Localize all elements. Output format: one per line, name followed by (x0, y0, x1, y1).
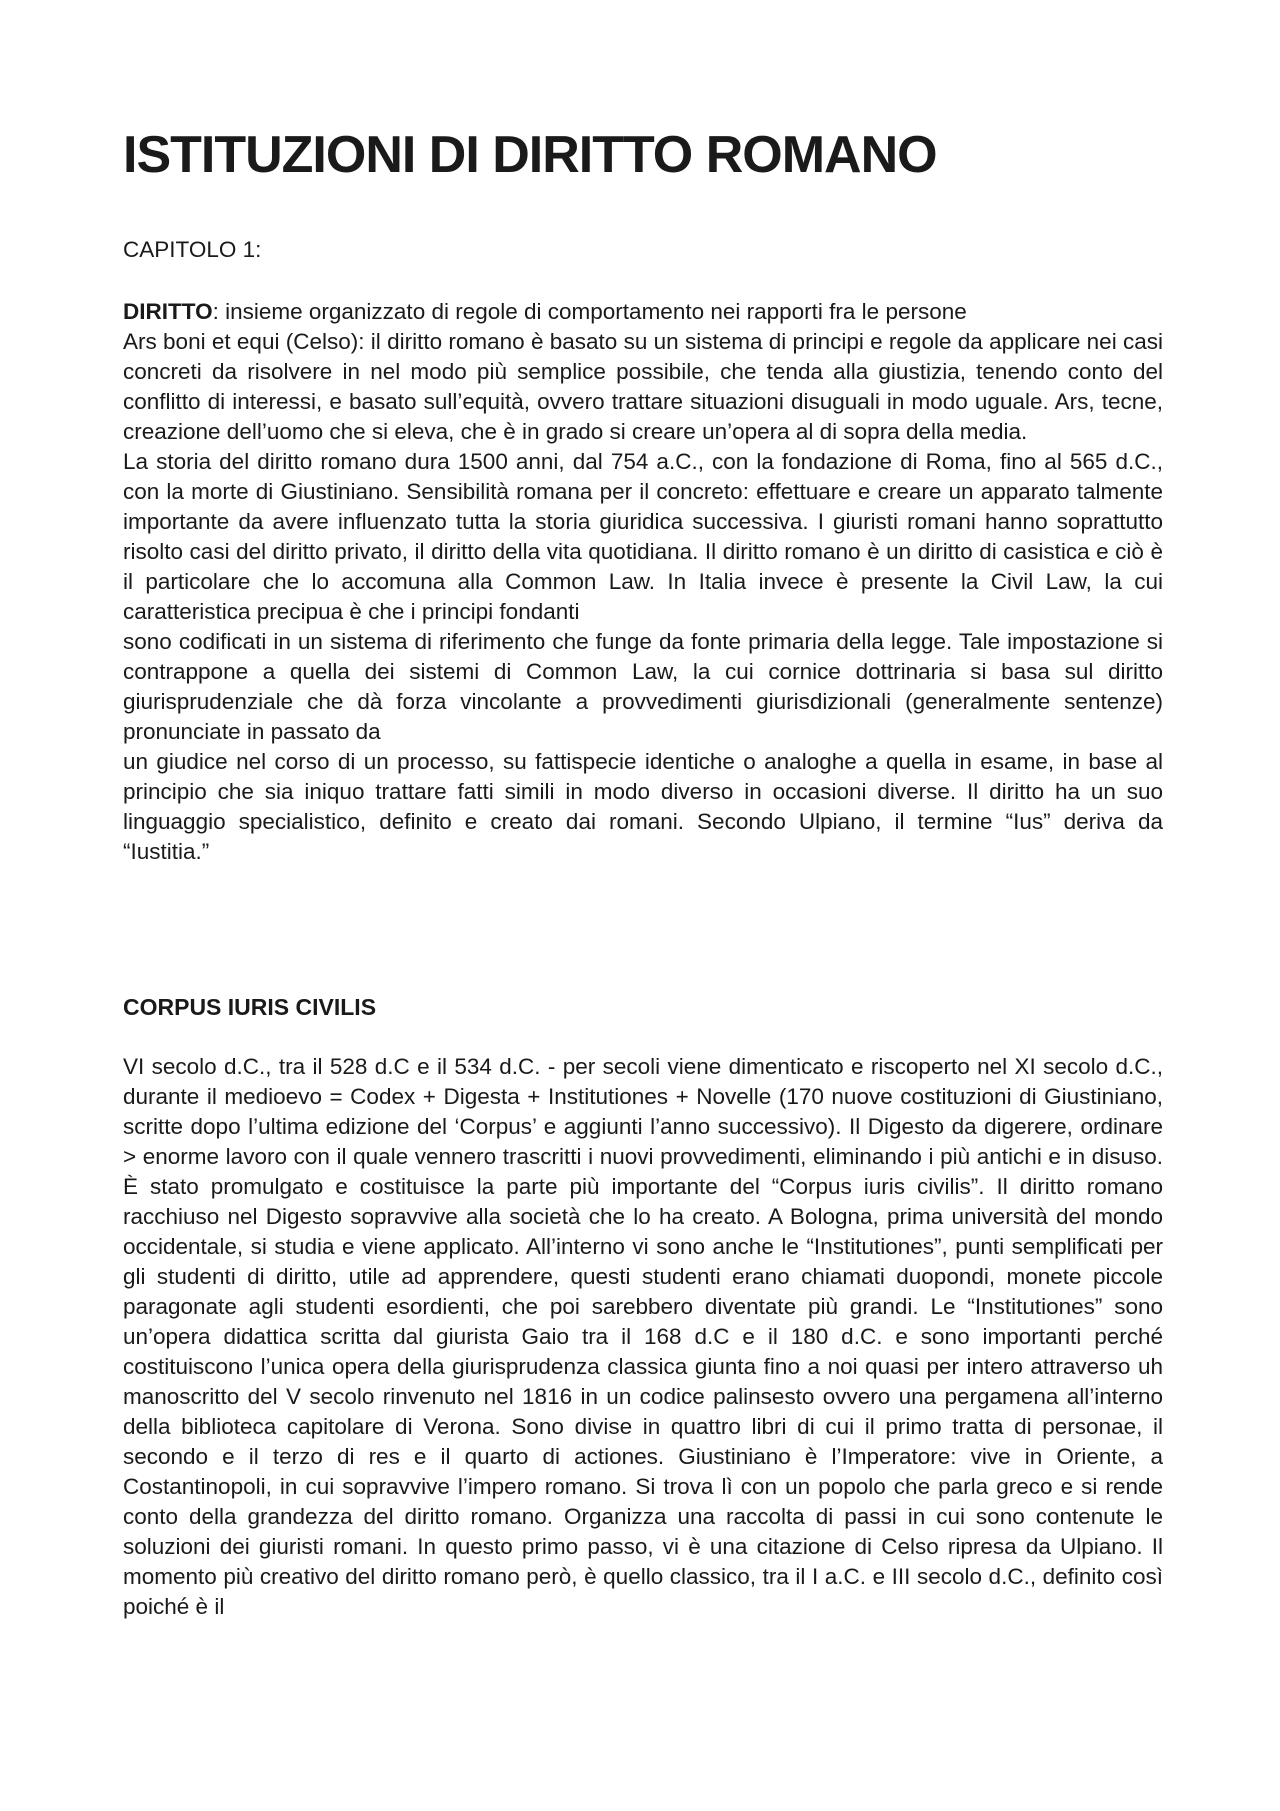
definition-text: : insieme organizzato di regole di comportamento nei rapporti fra le persone (212, 299, 967, 324)
paragraph-history: La storia del diritto romano dura 1500 anni, dal 754 a.C., con la fondazione di Roma, fino al 565 d.C., con la morte di Giustiniano. Sensibilità romana per il concreto: effettuare e creare un apparato talmente importante da avere influenzato tutta la storia giuridica successiva. I giuristi romani hanno soprattutto risolto casi del diritto privato, il diritto della vita quotidiana. Il diritto romano è un diritto di casistica e ciò è il particolare che lo accomuna alla Common Law. In Italia invece è presente la Civil Law, la cui caratteristica precipua è che i principi fondanti (123, 449, 1163, 624)
intro-section (123, 297, 1163, 867)
chapter-label: CAPITOLO 1: (123, 237, 262, 262)
paragraph-ars: Ars boni et equi (Celso): il diritto romano è basato su un sistema di principi e regole da applicare nei casi concreti da risolvere in nel modo più semplice possibile, che tenda alla giustizia, tenendo conto del conflitto di interessi, e basato sull’equità, ovvero trattare situazioni disuguali in modo uguale. Ars, tecne, creazione dell’uomo che si eleva, che è in grado si creare un’opera al di sopra della media. (123, 329, 1163, 444)
corpus-section (123, 1052, 1163, 1622)
document-title: ISTITUZIONI DI DIRITTO ROMANO (123, 126, 937, 184)
definition-term: DIRITTO (123, 299, 213, 324)
paragraph-civil-law: sono codificati in un sistema di riferimento che funge da fonte primaria della legge. Tale impostazione si contrappone a quella dei sistemi di Common Law, la cui cornice dottrinaria si basa sul diritto giurisprudenziale che dà forza vincolante a provvedimenti giurisdizionali (generalmente sentenze) pronunciate in passato da (123, 629, 1163, 744)
definition-line (123, 297, 1163, 327)
paragraph-ius: un giudice nel corso di un processo, su fattispecie identiche o analoghe a quella in esame, in base al principio che sia iniquo trattare fatti simili in modo diverso in occasioni diverse. Il diritto ha un suo linguaggio specialistico, definito e creato dai romani. Secondo Ulpiano, il termine “Ius” deriva da “Iustitia.” (123, 749, 1163, 864)
section-heading: CORPUS IURIS CIVILIS (123, 994, 377, 1020)
paragraph-corpus: VI secolo d.C., tra il 528 d.C e il 534 d.C. - per secoli viene dimenticato e riscoperto nel XI secolo d.C., durante il medioevo = Codex + Digesta + Institutiones + Novelle (170 nuove costituzioni di Giustiniano, scritte dopo l’ultima edizione del ‘Corpus’ e aggiunti l’anno successivo). Il Digesto da digerere, ordinare > enorme lavoro con il quale vennero trascritti i nuovi provvedimenti, eliminando i più antichi e in disuso. È stato promulgato e costituisce la parte più importante del “Corpus iuris civilis”. Il diritto romano racchiuso nel Digesto sopravvive alla società che lo ha creato. A Bologna, prima università del mondo occidentale, si studia e viene applicato. All’interno vi sono anche le “Institutiones”, punti semplificati per gli studenti di diritto, utile ad apprendere, questi studenti erano chiamati duopondi, monete piccole paragonate agli studenti esordienti, che poi sarebbero diventate più grandi. Le “Institutiones” sono un’opera didattica scritta dal giurista Gaio tra il 168 d.C e il 180 d.C. e sono importanti perché costituiscono l’unica opera della giurisprudenza classica giunta fino a noi quasi per intero attraverso uh manoscritto del V secolo rinvenuto nel 1816 in un codice palinsesto ovvero una pergamena all’interno della biblioteca capitolare di Verona. Sono divise in quattro libri di cui il primo tratta di personae, il secondo e il terzo di res e il quarto di actiones. Giustiniano è l’Imperatore: vive in Oriente, a Costantinopoli, in cui sopravvive l’impero romano. Si trova lì con un popolo che parla greco e si rende conto della grandezza del diritto romano. Organizza una raccolta di passi in cui sono contenute le soluzioni dei giuristi romani. In questo primo passo, vi è una citazione di Celso ripresa da Ulpiano. Il momento più creativo del diritto romano però, è quello classico, tra il I a.C. e III secolo d.C., definito così poiché è il (123, 1054, 1163, 1619)
